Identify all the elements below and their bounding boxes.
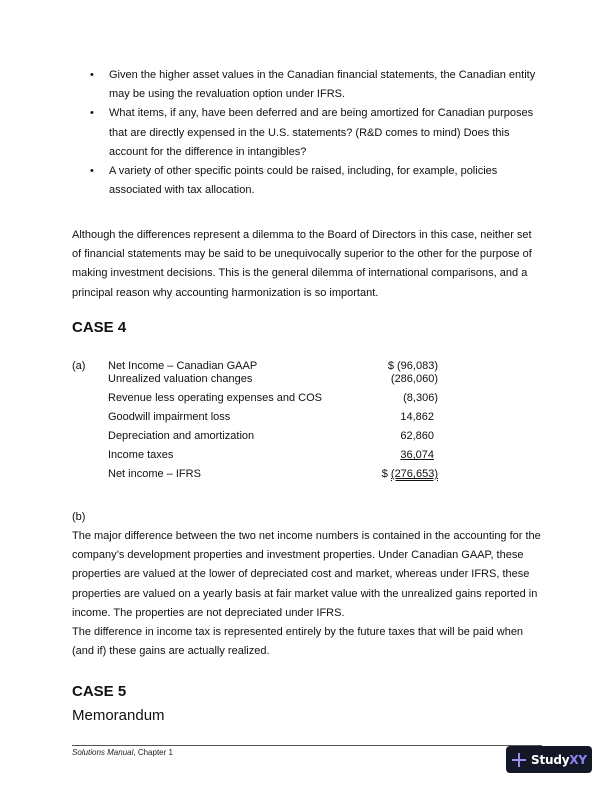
footer-divider [72,745,542,746]
table-row [108,430,438,444]
footer-caption [72,748,173,757]
row-amount: 14,862 [400,411,434,423]
row-description: Unrealized valuation changes [108,373,253,385]
table-row [108,360,438,374]
table-row-total [108,468,438,482]
row-amount: (8,306) [403,392,438,404]
part-b-label: (b) [72,511,86,523]
row-amount-total [382,468,438,480]
row-description: Net income – IFRS [108,468,201,480]
case-5-heading: CASE 5 [72,683,127,700]
row-description: Income taxes [108,449,174,461]
row-description: Goodwill impairment loss [108,411,231,423]
row-description: Net Income – Canadian GAAP [108,360,258,372]
bullet-text: Given the higher asset values in the Canadian financial statements, the Canadian entity may be using the revaluation option under IFRS. [109,69,536,101]
bullet-text: What items, if any, have been deferred and are being amortized for Canadian purposes that are directly expensed in the U.S. statements? (R&D comes to mind) Does this account for the difference in intangibles? [109,107,534,158]
row-amount: $ (96,083) [387,360,438,372]
memorandum-subheading: Memorandum [72,707,165,724]
studyxy-badge[interactable] [506,746,592,773]
row-amount: 62,860 [400,430,434,442]
brand-xy: XY [569,752,587,767]
bullet-icon: • [90,69,94,81]
footer-chapter: , Chapter 1 [133,748,173,757]
brand-study: Study [531,752,570,767]
row-description: Revenue less operating expenses and COS [108,392,323,404]
row-description: Depreciation and amortization [108,430,255,442]
footer-book-title: Solutions Manual [72,748,134,757]
total-amount: (276,653) [390,468,438,480]
table-row [108,411,438,425]
part-b-paragraph: The major difference between the two net income numbers is contained in the accounting for the company’s development properties and investment properties. Under Canadian GAAP, these properties are valued at the lower of depreciated cost and market, whereas under IFRS, these properties are valued on a yearly basis at fair market value with the unrealized gains reported in income. The properties are not depreciated under IFRS. [72,530,541,619]
currency-symbol: $ [381,468,391,480]
part-b-tax-paragraph: The difference in income tax is represented entirely by the future taxes that will be paid when (and if) these gains are actually realized. [72,626,524,658]
table-row [108,449,438,463]
table-row [108,392,438,406]
bullet-item [87,162,547,200]
row-amount: (286,060) [390,373,438,385]
bullet-list [87,66,547,200]
table-row [108,373,438,387]
plus-icon [512,753,526,767]
bullet-item [87,66,547,104]
bullet-icon: • [90,107,94,120]
bullet-text: A variety of other specific points could be raised, including, for example, policies associated with tax allocation. [109,165,498,197]
badge-brand [531,753,587,767]
part-a-label: (a) [72,360,86,372]
bullet-item [87,104,547,162]
case-4-heading: CASE 4 [72,319,127,336]
bullet-icon: • [90,165,94,178]
row-amount: 36,074 [400,449,434,461]
conclusion-paragraph: Although the differences represent a dilemma to the Board of Directors in this case, neither set of financial statements may be said to be unequivocally superior to the other for the purpose of making investment decisions. This is the general dilemma of international comparisons, and a principal reason why accounting harmonization is so important. [72,229,532,299]
